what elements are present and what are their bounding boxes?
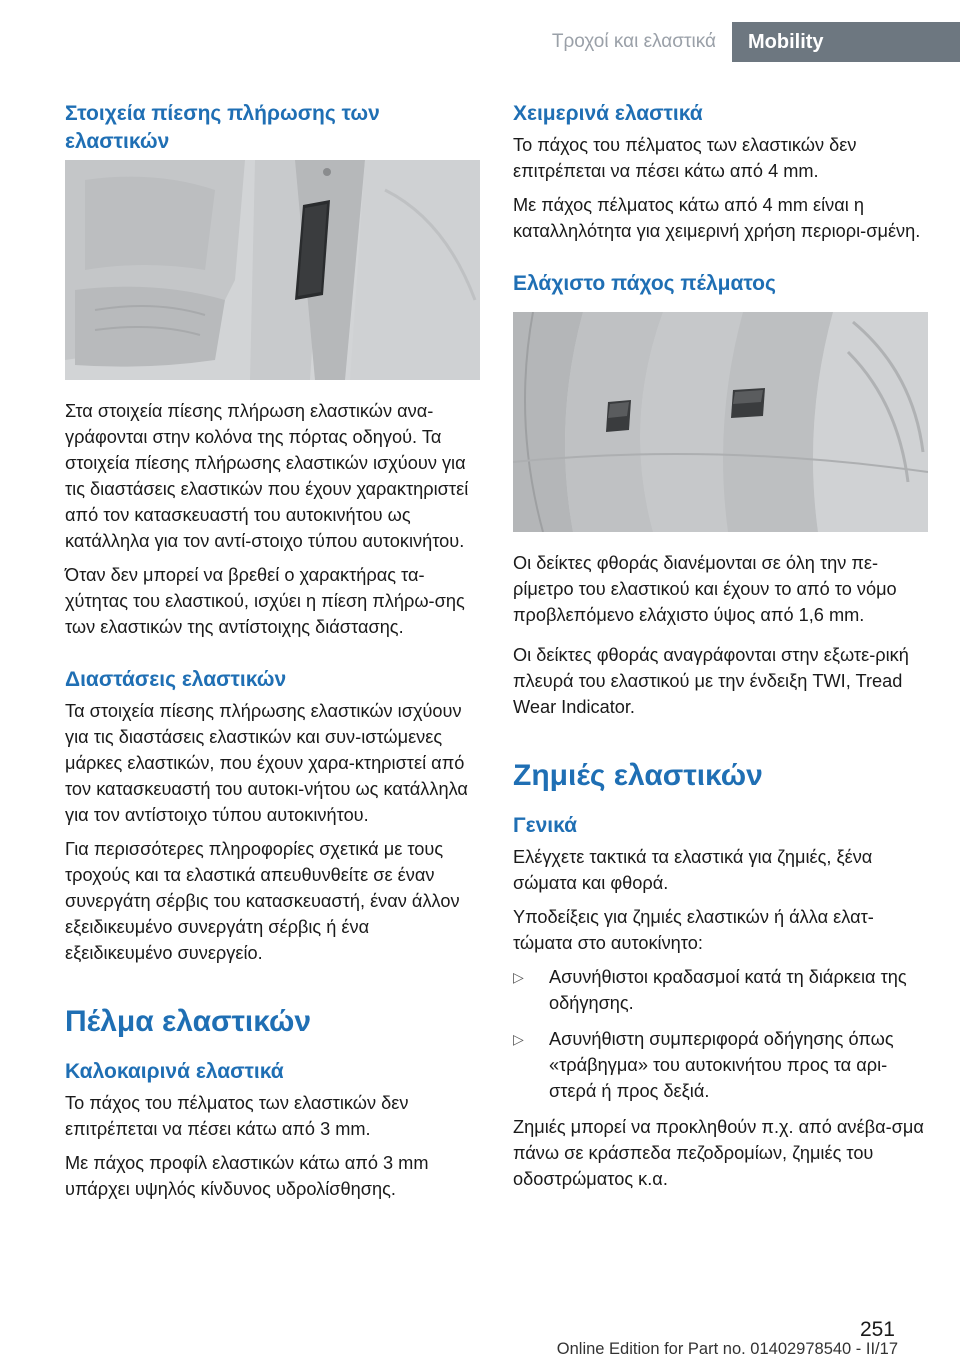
tread-wear-indicator-illustration [513,312,928,532]
paragraph: Με πάχος πέλματος κάτω από 4 mm είναι η καταλληλότητα για χειμερινή χρήση περιορι-σμένη. [513,195,921,241]
heading-min-tread-depth: Ελάχιστο πάχος πέλματος [513,272,776,295]
heading-general: Γενικά [513,814,578,837]
right-column [513,100,928,1200]
paragraph: Το πάχος του πέλματος των ελαστικών δεν επιτρέπεται να πέσει κάτω από 3 mm. [65,1093,409,1139]
paragraph: Ελέγχετε τακτικά τα ελαστικά για ζημιές, ξένα σώματα και φθορά. [513,847,873,893]
section-title: Τροχοί και ελαστικά [551,31,716,52]
paragraph: Όταν δεν μπορεί να βρεθεί ο χαρακτήρας τα-χύτητας του ελαστικού, ισχύει η πίεση πλήρω-σης των ελαστικών της αντίστοιχης διάστασης. [65,565,465,637]
damage-signs-list [513,964,928,1104]
paragraph: Για περισσότερες πληροφορίες σχετικά με τους τροχούς και τα ελαστικά απευθυνθείτε σε έναν συνεργάτη σέρβις του κατασκευαστή, έναν άλλον εξειδικευμένο συνεργάτη σέρβις ή ένα εξειδικευμένο συνεργείο. [65,839,460,963]
chapter-tab: Mobility [732,22,960,62]
paragraph: Οι δείκτες φθοράς αναγράφονται στην εξωτε-ρική πλευρά του ελαστικού με την ένδειξη TWI, Tread Wear Indicator. [513,645,909,717]
triangle-bullet-icon: ▷ [513,1031,524,1047]
paragraph: Ζημιές μπορεί να προκληθούν π.χ. από ανέβα-σμα πάνω σε κράσπεδα πεζοδρομίων, ζημιές του οδοστρώματος κ.α. [513,1117,924,1189]
triangle-bullet-icon: ▷ [513,969,524,985]
list-item-text: Ασυνήθιστη συμπεριφορά οδήγησης όπως «τράβηγμα» του αυτοκινήτου προς τα αρι-στερά ή προς δεξιά. [549,1029,894,1101]
paragraph: Τα στοιχεία πίεσης πλήρωσης ελαστικών ισχύουν για τις διαστάσεις ελαστικών και συν-ιστώμενες μάρκες ελαστικών, που έχουν χαρα-κτηριστεί από τον κατασκευαστή του αυτοκι-νήτου ως κατάλληλα για τον αντίστοιχο τύπου αυτοκινήτου. [65,701,468,825]
edition-footer: Online Edition for Part no. 01402978540 - II/17 [556,1340,898,1358]
heading-tire-damage: Ζημιές ελαστικών [513,759,763,792]
list-item-text: Ασυνήθιστοι κραδασμοί κατά τη διάρκεια της οδήγησης. [549,967,907,1013]
list-item [513,964,928,1016]
heading-summer-tires: Καλοκαιρινά ελαστικά [65,1060,284,1083]
door-pillar-illustration [65,160,480,380]
heading-tire-dimensions: Διαστάσεις ελαστικών [65,668,287,691]
paragraph: Οι δείκτες φθοράς διανέμονται σε όλη την πε-ρίμετρο του ελαστικού και έχουν το από το νόμο προβλεπόμενο ελάχιστο ύψος από 1,6 mm. [513,553,897,625]
paragraph: Το πάχος του πέλματος των ελαστικών δεν επιτρέπεται να πέσει κάτω από 4 mm. [513,135,857,181]
heading-tire-tread: Πέλμα ελαστικών [65,1005,312,1038]
paragraph: Με πάχος προφίλ ελαστικών κάτω από 3 mm υπάρχει υψηλός κίνδυνος υδρολίσθησης. [65,1153,429,1199]
heading-tire-pressure-data: Στοιχεία πίεσης πλήρωσης των ελαστικών [65,102,380,153]
page-header [0,22,960,62]
page-number: 251 [859,1318,895,1341]
paragraph: Υποδείξεις για ζημιές ελαστικών ή άλλα ελατ-τώματα στο αυτοκίνητο: [513,907,874,953]
left-column [65,100,480,1210]
heading-winter-tires: Χειμερινά ελαστικά [513,102,703,125]
paragraph: Στα στοιχεία πίεσης πλήρωση ελαστικών ανα-γράφονται στην κολόνα της πόρτας οδηγού. Τα στοιχεία πίεσης πλήρωσης ελαστικών ισχύουν για τις διαστάσεις ελαστικών που έχουν χαρακτηριστεί από τον κατασκευαστή του αυτοκινήτου ως κατάλληλα για τον αντί-στοιχο τύπου αυτοκινήτου. [65,401,469,551]
list-item [513,1026,928,1104]
